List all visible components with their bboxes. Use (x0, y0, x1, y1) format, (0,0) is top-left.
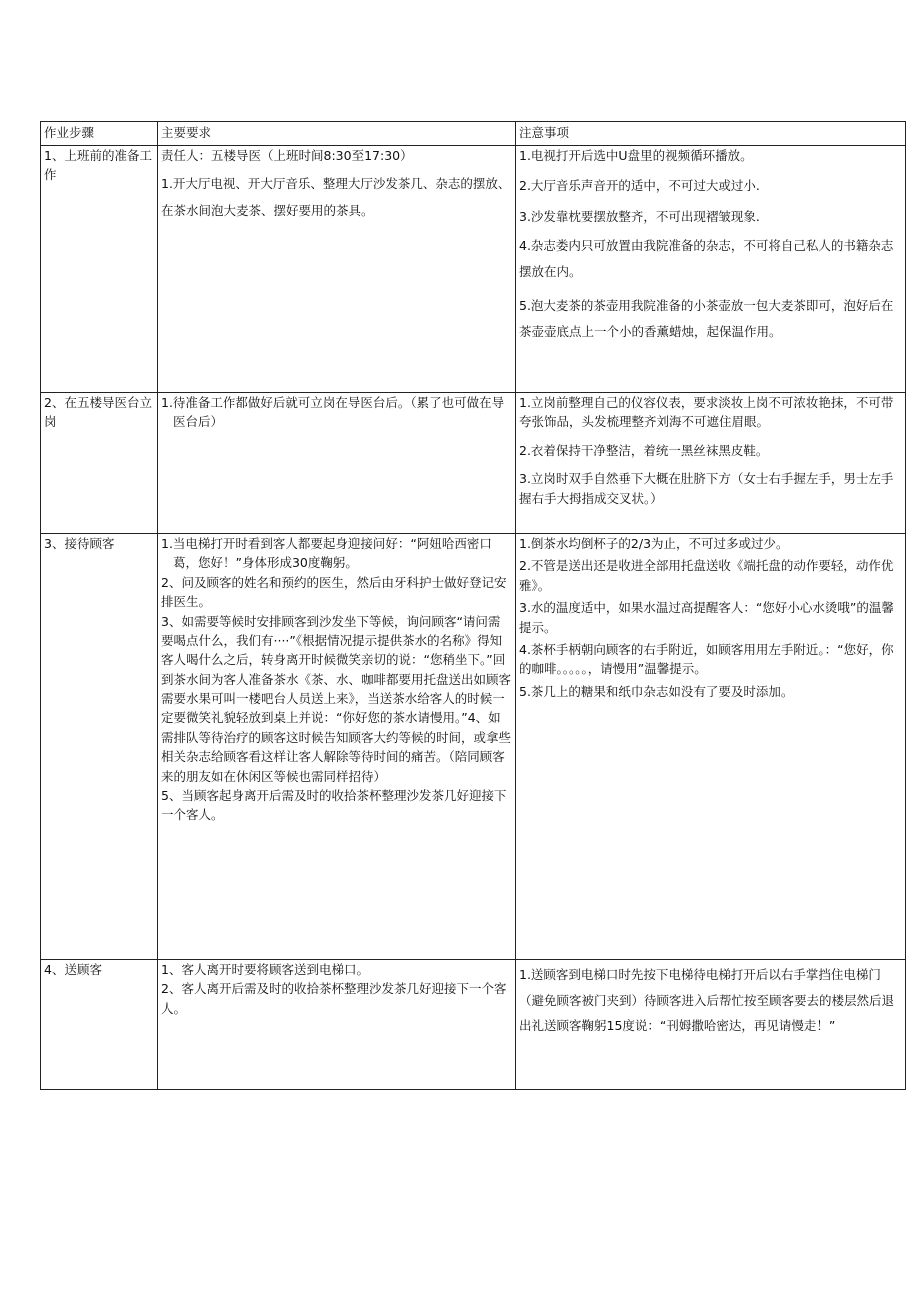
notes-cell (516, 146, 906, 393)
requirement-line: 1.开大厅电视、开大厅音乐、整理大厅沙发茶几、杂志的摆放、在茶水间泡大麦茶、摆好要用的茶具。 (161, 176, 511, 218)
note-line: 5.泡大麦茶的茶壶用我院准备的小茶壶放一包大麦茶即可，泡好后在茶壶壶底点上一个小的香薰蜡烛，起保温作用。 (519, 297, 894, 339)
step-cell: 1、上班前的准备工作 (41, 146, 158, 393)
procedure-table (40, 121, 906, 1090)
note-line: 1.送顾客到电梯口时先按下电梯待电梯打开后以右手掌挡住电梯门（避免顾客被门夹到）待顾客进入后帮忙按至顾客要去的楼层然后退出礼送顾客鞠躬15度说：“刊姆撒哈密达，再见请慢走！” (519, 967, 895, 1034)
requirements-cell (158, 534, 516, 960)
note-line: 2.衣着保持干净整洁，着统一黑丝袜黑皮鞋。 (519, 442, 769, 458)
requirement-line: 2、客人离开后需及时的收拾茶杯整理沙发茶几好迎接下一个客人。 (161, 981, 507, 1016)
note-line: 3.立岗时双手自然垂下大概在肚脐下方（女士右手握左手，男士左手握右手大拇指成交叉状。） (519, 471, 894, 506)
step-cell: 2、在五楼导医台立岗 (41, 393, 158, 534)
table-row (41, 960, 906, 1090)
requirement-line: 2、问及顾客的姓名和预约的医生，然后由牙科护士做好登记安排医生。 (161, 574, 507, 610)
notes-cell (516, 960, 906, 1090)
table-row (41, 534, 906, 960)
note-line: 3.沙发靠枕要摆放整齐，不可出现褶皱现象. (519, 208, 760, 224)
table-header-row (41, 122, 906, 146)
requirement-line: 5、当顾客起身离开后需及时的收拾茶杯整理沙发茶几好迎接下一个客人。 (161, 787, 507, 823)
header-notes: 注意事项 (516, 122, 906, 146)
note-line: 1.立岗前整理自己的仪容仪表，要求淡妆上岗不可浓妆艳抹，不可带夸张饰品，头发梳理整齐刘海不可遮住眉眼。 (519, 395, 894, 430)
requirements-cell (158, 146, 516, 393)
step-cell: 3、接待顾客 (41, 534, 158, 960)
requirement-line: 1.当电梯打开时看到客人都要起身迎接问好：“阿妞哈西密口葛，您好！”身体形成30度鞠躬。 (161, 536, 492, 571)
header-requirements: 主要要求 (158, 122, 516, 146)
requirements-cell (158, 960, 516, 1090)
step-cell: 4、送顾客 (41, 960, 158, 1090)
note-line: 3.水的温度适中，如果水温过高提醒客人：“您好小心水烫哦”的温馨提示。 (519, 600, 894, 635)
note-line: 4.杂志娄内只可放置由我院准备的杂志，不可将自己私人的书籍杂志摆放在内。 (519, 238, 894, 280)
note-line: 4.茶杯手柄朝向顾客的右手附近，如顾客用用左手附近。：“您好，你的咖啡。。。。。，请慢用”温馨提示。 (519, 641, 894, 677)
note-line: 1.倒茶水均倒杯子的2/3为止，不可过多或过少。 (519, 536, 789, 551)
header-step: 作业步骤 (41, 122, 158, 146)
note-line: 2.不管是送出还是收进全部用托盘送收《端托盘的动作要轻，动作优雅》。 (519, 558, 894, 593)
requirement-line: 1.待准备工作都做好后就可立岗在导医台后。（累了也可做在导医台后） (161, 395, 505, 430)
requirement-line: 3、如需要等候时安排顾客到沙发坐下等候，询问顾客“请问需要喝点什么，我们有····”《根据情况提示提供茶水的名称》得知客人喝什么之后，转身离开时候微笑亲切的说：“您稍坐下。”回到茶水间为客人准备茶水《茶、水、咖啡都要用托盘送出如顾客需要水果可叫一楼吧台人员送上来》，当送茶水给客人的时候一定要微笑礼貌轻放到桌上并说：“你好您的茶水请慢用。”4、如需排队等待治疗的顾客这时候告知顾客大约等候的时间，或拿些相关杂志给顾客看这样让客人解除等待时间的痛苦。（陪同顾客来的朋友如在休闲区等候也需同样招待） (161, 613, 512, 784)
note-line: 2.大厅音乐声音开的适中，不可过大或过小. (519, 178, 760, 194)
requirements-cell (158, 393, 516, 534)
requirement-line: 1、客人离开时要将顾客送到电梯口。 (161, 962, 369, 977)
notes-cell (516, 393, 906, 534)
note-line: 5.茶几上的糖果和纸巾杂志如没有了要及时添加。 (519, 683, 794, 699)
table-row (41, 393, 906, 534)
table-row (41, 146, 906, 393)
note-line: 1.电视打开后选中U盘里的视频循环播放。 (519, 148, 753, 163)
notes-cell (516, 534, 906, 960)
requirement-line: 责任人：五楼导医（上班时间8:30至17:30） (161, 148, 413, 163)
